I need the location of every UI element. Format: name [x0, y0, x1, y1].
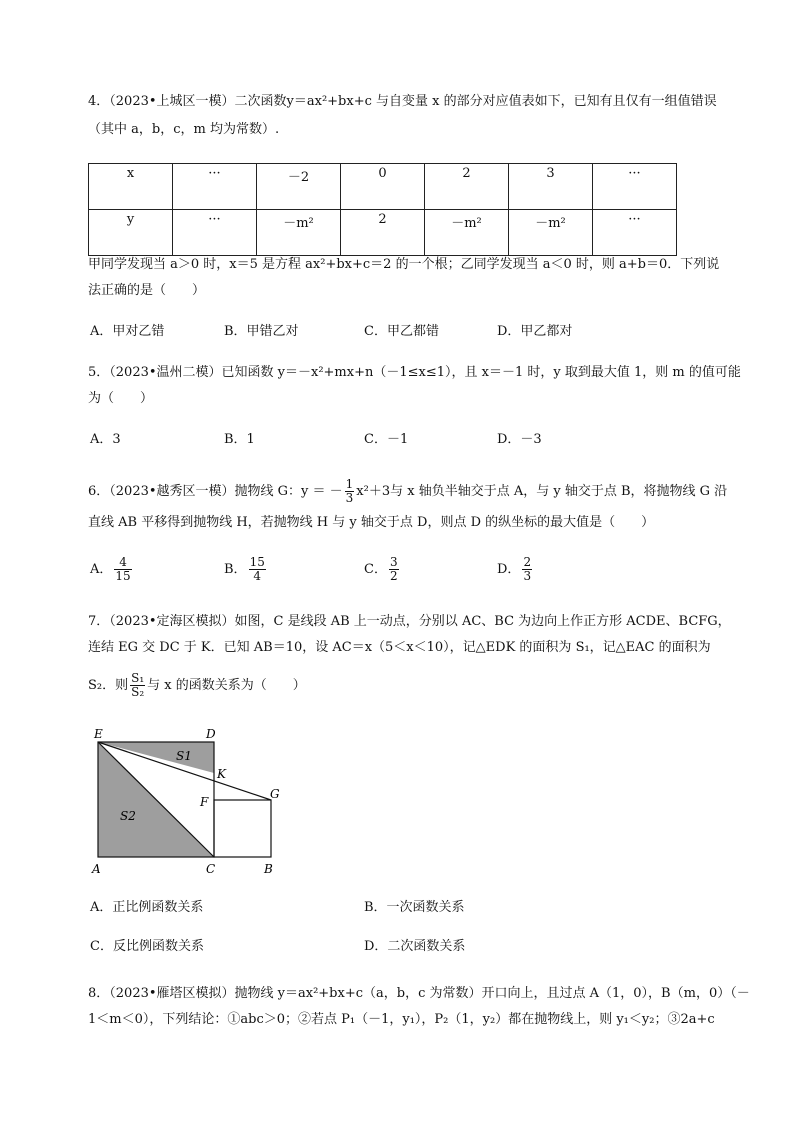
q4-value-table	[88, 163, 677, 256]
fraction-denominator: 3	[345, 491, 354, 505]
label-s2: S2	[120, 809, 136, 823]
fraction-denominator: S₂	[131, 685, 145, 699]
fraction-numerator: 15	[249, 555, 265, 569]
square-bcfg	[214, 800, 271, 857]
q6-option-b[interactable]	[224, 556, 268, 583]
label-c: C	[206, 862, 216, 876]
fraction-numerator: S₁	[131, 671, 145, 685]
q6-stem-part2: x²＋3与 x 轴负半轴交于点 A，与 y 轴交于点 B，将抛物线 G 沿	[356, 484, 728, 499]
q4-option-d[interactable]: D．甲乙都对	[497, 324, 573, 339]
option-fraction	[389, 556, 399, 583]
label-a: A	[92, 862, 101, 876]
q6-fraction	[345, 478, 355, 505]
label-d: D	[206, 727, 216, 741]
q7-stem-line3	[88, 672, 306, 699]
fraction-numerator: 2	[523, 555, 532, 569]
fraction-denominator: 2	[389, 569, 398, 583]
q6-option-c[interactable]	[364, 556, 401, 583]
table-cell: ···	[593, 210, 677, 256]
q7-stem-line2: 连结 EG 交 DC 于 K．已知 AB＝10，设 AC＝x（5＜x＜10），记△EDK 的面积为 S₁，记△EAC 的面积为	[88, 640, 711, 655]
q8-stem-line2: 1＜m＜0），下列结论：①abc＞0；②若点 P₁（－1，y₁），P₂（1，y₂）都在抛物线上，则 y₁＜y₂；③2a+c	[88, 1012, 715, 1027]
table-cell: －m²	[425, 210, 509, 256]
table-cell: ···	[173, 210, 257, 256]
fraction-numerator: 1	[345, 477, 354, 491]
label-k: K	[217, 767, 226, 781]
table-cell: 0	[341, 164, 425, 210]
q5-stem-line2: 为（ ）	[88, 391, 154, 406]
q6-stem-line1	[88, 478, 727, 505]
q7-stem-part1: S₂．则	[88, 678, 129, 693]
q5-option-d[interactable]: D．－3	[497, 432, 542, 447]
label-f: F	[200, 795, 209, 809]
q8-stem-line1: 8．（2023•雁塔区模拟）抛物线 y＝ax²+bx+c（a，b，c 为常数）开口向上，且过点 A（1，0），B（m，0）（－	[88, 986, 750, 1001]
table-cell: －m²	[509, 210, 593, 256]
q5-option-a[interactable]: A．3	[90, 432, 121, 447]
fraction-denominator: 3	[523, 569, 532, 583]
option-label: D．	[497, 562, 521, 577]
q7-fraction	[130, 672, 145, 699]
q4-option-c[interactable]: C．甲乙都错	[364, 324, 439, 339]
fraction-denominator: 15	[115, 569, 131, 583]
q7-stem-part2: 与 x 的函数关系为（ ）	[147, 678, 306, 693]
fraction-denominator: 4	[253, 569, 262, 583]
option-fraction	[522, 556, 532, 583]
q6-stem-line2: 直线 AB 平移得到抛物线 H，若抛物线 H 与 y 轴交于点 D，则点 D 的纵坐标的最大值是（ ）	[88, 515, 655, 530]
fraction-numerator: 4	[114, 556, 131, 570]
label-e: E	[94, 727, 103, 741]
fraction-numerator: 3	[389, 555, 398, 569]
q4-stem-line3: 甲同学发现当 a＞0 时，x＝5 是方程 ax²+bx+c＝2 的一个根；乙同学发现当 a＜0 时，则 a+b＝0．下列说	[88, 257, 720, 272]
table-cell: 3	[509, 164, 593, 210]
table-cell: 2	[341, 210, 425, 256]
q6-option-d[interactable]	[497, 556, 534, 583]
label-g: G	[270, 787, 280, 801]
table-cell: －2	[257, 164, 341, 210]
label-s1: S1	[176, 749, 192, 763]
q4-stem-line1: 4．（2023•上城区一模）二次函数y＝ax²+bx+c 与自变量 x 的部分对应值表如下，已知有且仅有一组值错误	[88, 94, 717, 109]
q4-option-b[interactable]: B．甲错乙对	[224, 324, 299, 339]
q7-option-b[interactable]: B．一次函数关系	[364, 900, 465, 915]
q6-option-a[interactable]	[90, 556, 134, 583]
label-b: B	[264, 862, 273, 876]
table-row	[89, 164, 677, 210]
q5-stem-line1: 5．（2023•温州二模）已知函数 y＝－x²+mx+n（－1≤x≤1），且 x＝－1 时，y 取到最大值 1，则 m 的值可能	[88, 365, 741, 380]
table-cell: 2	[425, 164, 509, 210]
q7-stem-line1: 7．（2023•定海区模拟）如图，C 是线段 AB 上一动点，分别以 AC、BC 为边向上作正方形 ACDE、BCFG，	[88, 614, 731, 629]
q4-stem-line4: 法正确的是（ ）	[88, 283, 206, 298]
table-cell: ···	[593, 164, 677, 210]
option-fraction	[114, 556, 131, 583]
q7-figure	[86, 722, 286, 882]
table-cell: x	[89, 164, 173, 210]
table-cell: ···	[173, 164, 257, 210]
q7-option-c[interactable]: C．反比例函数关系	[90, 939, 204, 954]
q4-stem-line2: （其中 a，b，c，m 均为常数）.	[88, 122, 280, 137]
option-label: B．	[224, 562, 247, 577]
q5-option-b[interactable]: B．1	[224, 432, 255, 447]
q7-option-a[interactable]: A．正比例函数关系	[90, 900, 204, 915]
q7-option-d[interactable]: D．二次函数关系	[364, 939, 466, 954]
option-label: A．	[90, 562, 113, 577]
q4-option-a[interactable]: A．甲对乙错	[90, 324, 165, 339]
table-cell: y	[89, 210, 173, 256]
q6-stem-part1: 6．（2023•越秀区一模）抛物线 G：y ＝ －	[88, 484, 343, 499]
table-row	[89, 210, 677, 256]
q5-option-c[interactable]: C．－1	[364, 432, 409, 447]
option-fraction	[249, 556, 266, 583]
table-cell: －m²	[257, 210, 341, 256]
option-label: C．	[364, 562, 387, 577]
